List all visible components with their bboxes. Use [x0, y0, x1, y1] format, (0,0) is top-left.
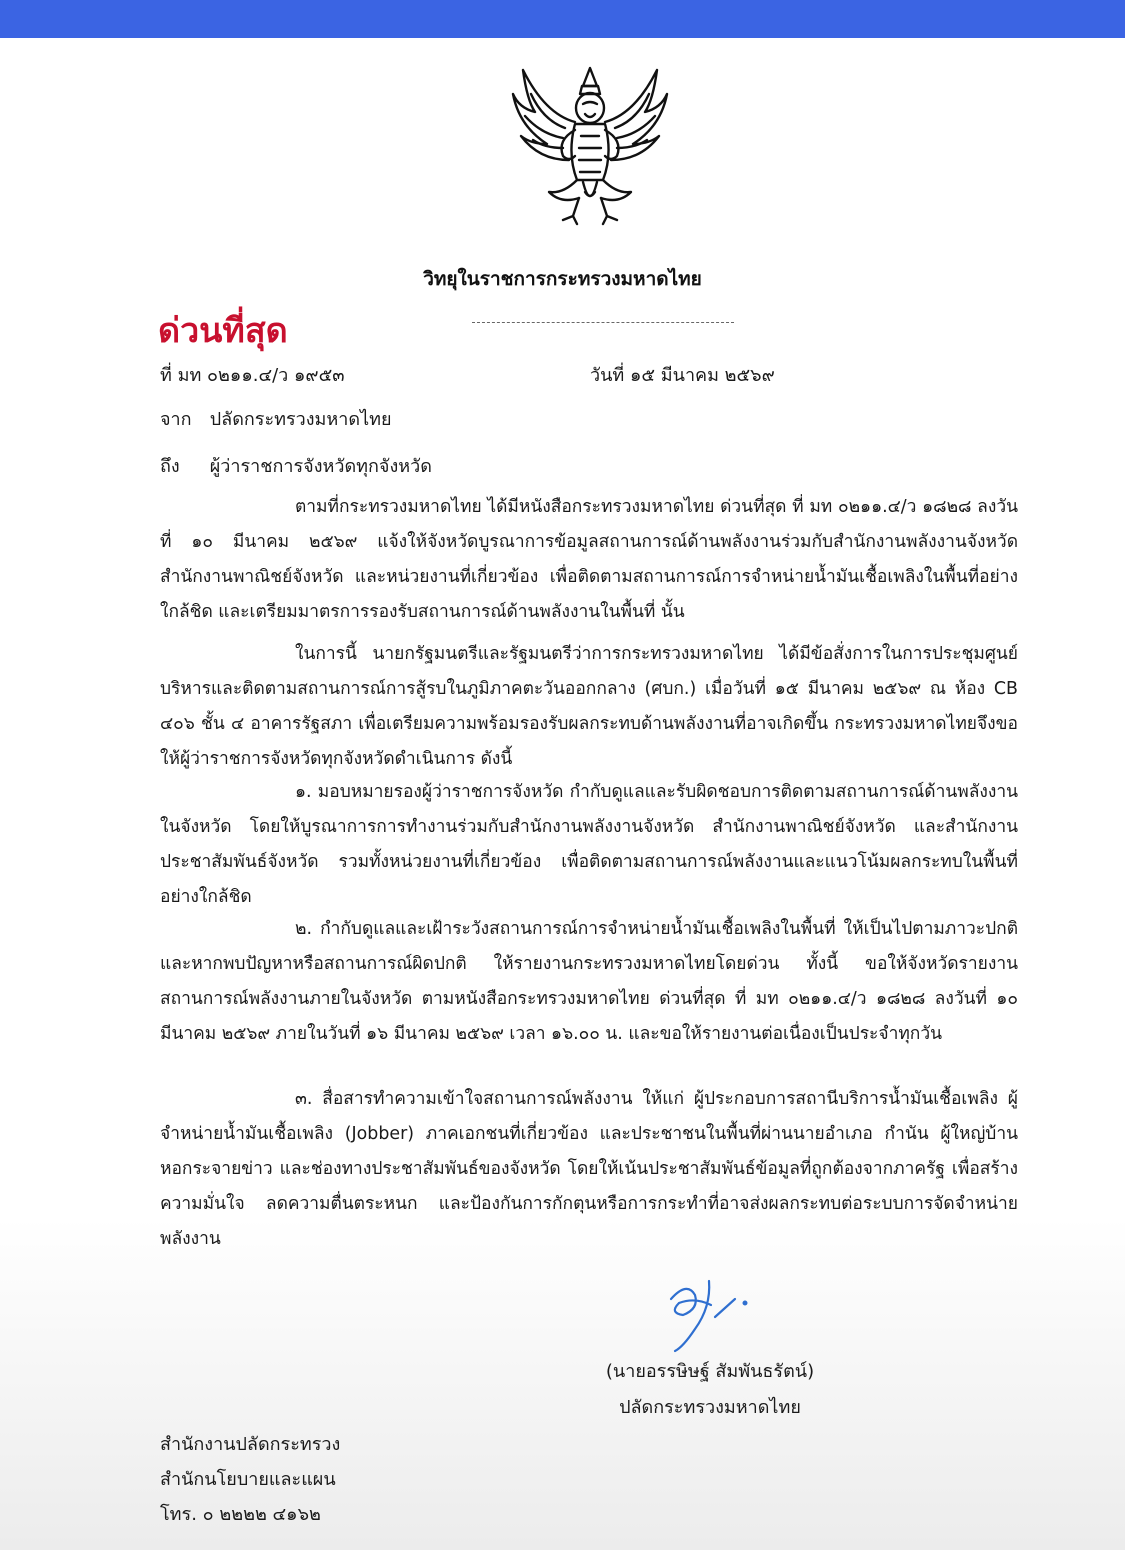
document-header-title: วิทยุในราชการกระทรวงมหาดไทย	[423, 268, 702, 290]
urgency-label: ด่วนที่สุด	[158, 311, 288, 351]
signatory-position: ปลัดกระทรวงมหาดไทย	[619, 1397, 801, 1418]
signatory-name: (นายอรรษิษฐ์ สัมพันธรัตน์)	[605, 1361, 815, 1382]
from-label: จาก	[160, 409, 192, 430]
body-paragraph-2: ในการนี้ นายกรัฐมนตรีและรัฐมนตรีว่าการกระทรวงมหาดไทย ได้มีข้อสั่งการในการประชุมศูนย์บริหารและติดตามสถานการณ์การสู้รบในภูมิภาคตะวันออกกลาง (ศบก.) เมื่อวันที่ ๑๕ มีนาคม ๒๕๖๙ ณ ห้อง CB ๔๐๖ ชั้น ๔ อาคารรัฐสภา เพื่อเตรียมความพร้อมรองรับผลกระทบด้านพลังงานที่อาจเกิดขึ้น กระทรวงมหาดไทยจึงขอให้ผู้ว่าราชการจังหวัดทุกจังหวัดดำเนินการ ดังนี้	[160, 644, 1018, 769]
body-paragraph-1: ตามที่กระทรวงมหาดไทย ได้มีหนังสือกระทรวงมหาดไทย ด่วนที่สุด ที่ มท ๐๒๑๑.๔/ว ๑๘๒๘ ลงวันที่ ๑๐ มีนาคม ๒๕๖๙ แจ้งให้จังหวัดบูรณาการข้อมูลสถานการณ์ด้านพลังงานร่วมกับสำนักงานพลังงานจังหวัด สำนักงานพาณิชย์จังหวัด และหน่วยงานที่เกี่ยวข้อง เพื่อติดตามสถานการณ์การจำหน่ายน้ำมันเชื้อเพลิงในพื้นที่อย่างใกล้ชิด และเตรียมมาตรการรองรับสถานการณ์ด้านพลังงานในพื้นที่ นั้น	[160, 497, 1018, 622]
footer-division: สำนักนโยบายและแผน	[160, 1469, 336, 1490]
header-divider	[472, 322, 734, 323]
reference-number: ที่ มท ๐๒๑๑.๔/ว ๑๙๕๓	[160, 365, 345, 386]
to-value: ผู้ว่าราชการจังหวัดทุกจังหวัด	[209, 456, 432, 477]
handwritten-signature	[665, 1277, 755, 1355]
body-item-3: ๓. สื่อสารทำความเข้าใจสถานการณ์พลังงาน ให้แก่ ผู้ประกอบการสถานีบริการน้ำมันเชื้อเพลิง ผู้จำหน่ายน้ำมันเชื้อเพลิง (Jobber) ภาคเอกชนที่เกี่ยวข้อง และประชาชนในพื้นที่ผ่านนายอำเภอ กำนัน ผู้ใหญ่บ้าน หอกระจายข่าว และช่องทางประชาสัมพันธ์ของจังหวัด โดยให้เน้นประชาสัมพันธ์ข้อมูลที่ถูกต้องจากภาครัฐ เพื่อสร้างความมั่นใจ ลดความตื่นตระหนก และป้องกันการกักตุนหรือการกระทำที่อาจส่งผลกระทบต่อระบบการจัดจำหน่ายพลังงาน	[160, 1089, 1018, 1249]
to-label: ถึง	[160, 456, 180, 477]
to-line	[160, 451, 432, 480]
top-bar	[0, 0, 1125, 38]
body-item-1: ๑. มอบหมายรองผู้ว่าราชการจังหวัด กำกับดูแลและรับผิดชอบการติดตามสถานการณ์ด้านพลังงานในจังหวัด โดยให้บูรณาการการทำงานร่วมกับสำนักงานพลังงานจังหวัด สำนักงานพาณิชย์จังหวัด และสำนักงานประชาสัมพันธ์จังหวัด รวมทั้งหน่วยงานที่เกี่ยวข้อง เพื่อติดตามสถานการณ์พลังงานและแนวโน้มผลกระทบในพื้นที่อย่างใกล้ชิด	[160, 782, 1018, 907]
from-value: ปลัดกระทรวงมหาดไทย	[209, 409, 392, 430]
from-line	[160, 404, 392, 433]
garuda-emblem-icon	[505, 64, 675, 234]
body-item-2: ๒. กำกับดูแลและเฝ้าระวังสถานการณ์การจำหน่ายน้ำมันเชื้อเพลิงในพื้นที่ ให้เป็นไปตามภาวะปกติ และหากพบปัญหาหรือสถานการณ์ผิดปกติ ให้รายงานกระทรวงมหาดไทยโดยด่วน ทั้งนี้ ขอให้จังหวัดรายงานสถานการณ์พลังงานภายในจังหวัด ตามหนังสือกระทรวงมหาดไทย ด่วนที่สุด ที่ มท ๐๒๑๑.๔/ว ๑๘๒๘ ลงวันที่ ๑๐ มีนาคม ๒๕๖๙ ภายในวันที่ ๑๖ มีนาคม ๒๕๖๙ เวลา ๑๖.๐๐ น. และขอให้รายงานต่อเนื่องเป็นประจำทุกวัน	[160, 919, 1018, 1044]
footer-phone: โทร. ๐ ๒๒๒๒ ๔๑๖๒	[160, 1504, 321, 1525]
document-date: วันที่ ๑๕ มีนาคม ๒๕๖๙	[590, 365, 775, 386]
footer-office: สำนักงานปลัดกระทรวง	[160, 1434, 341, 1455]
